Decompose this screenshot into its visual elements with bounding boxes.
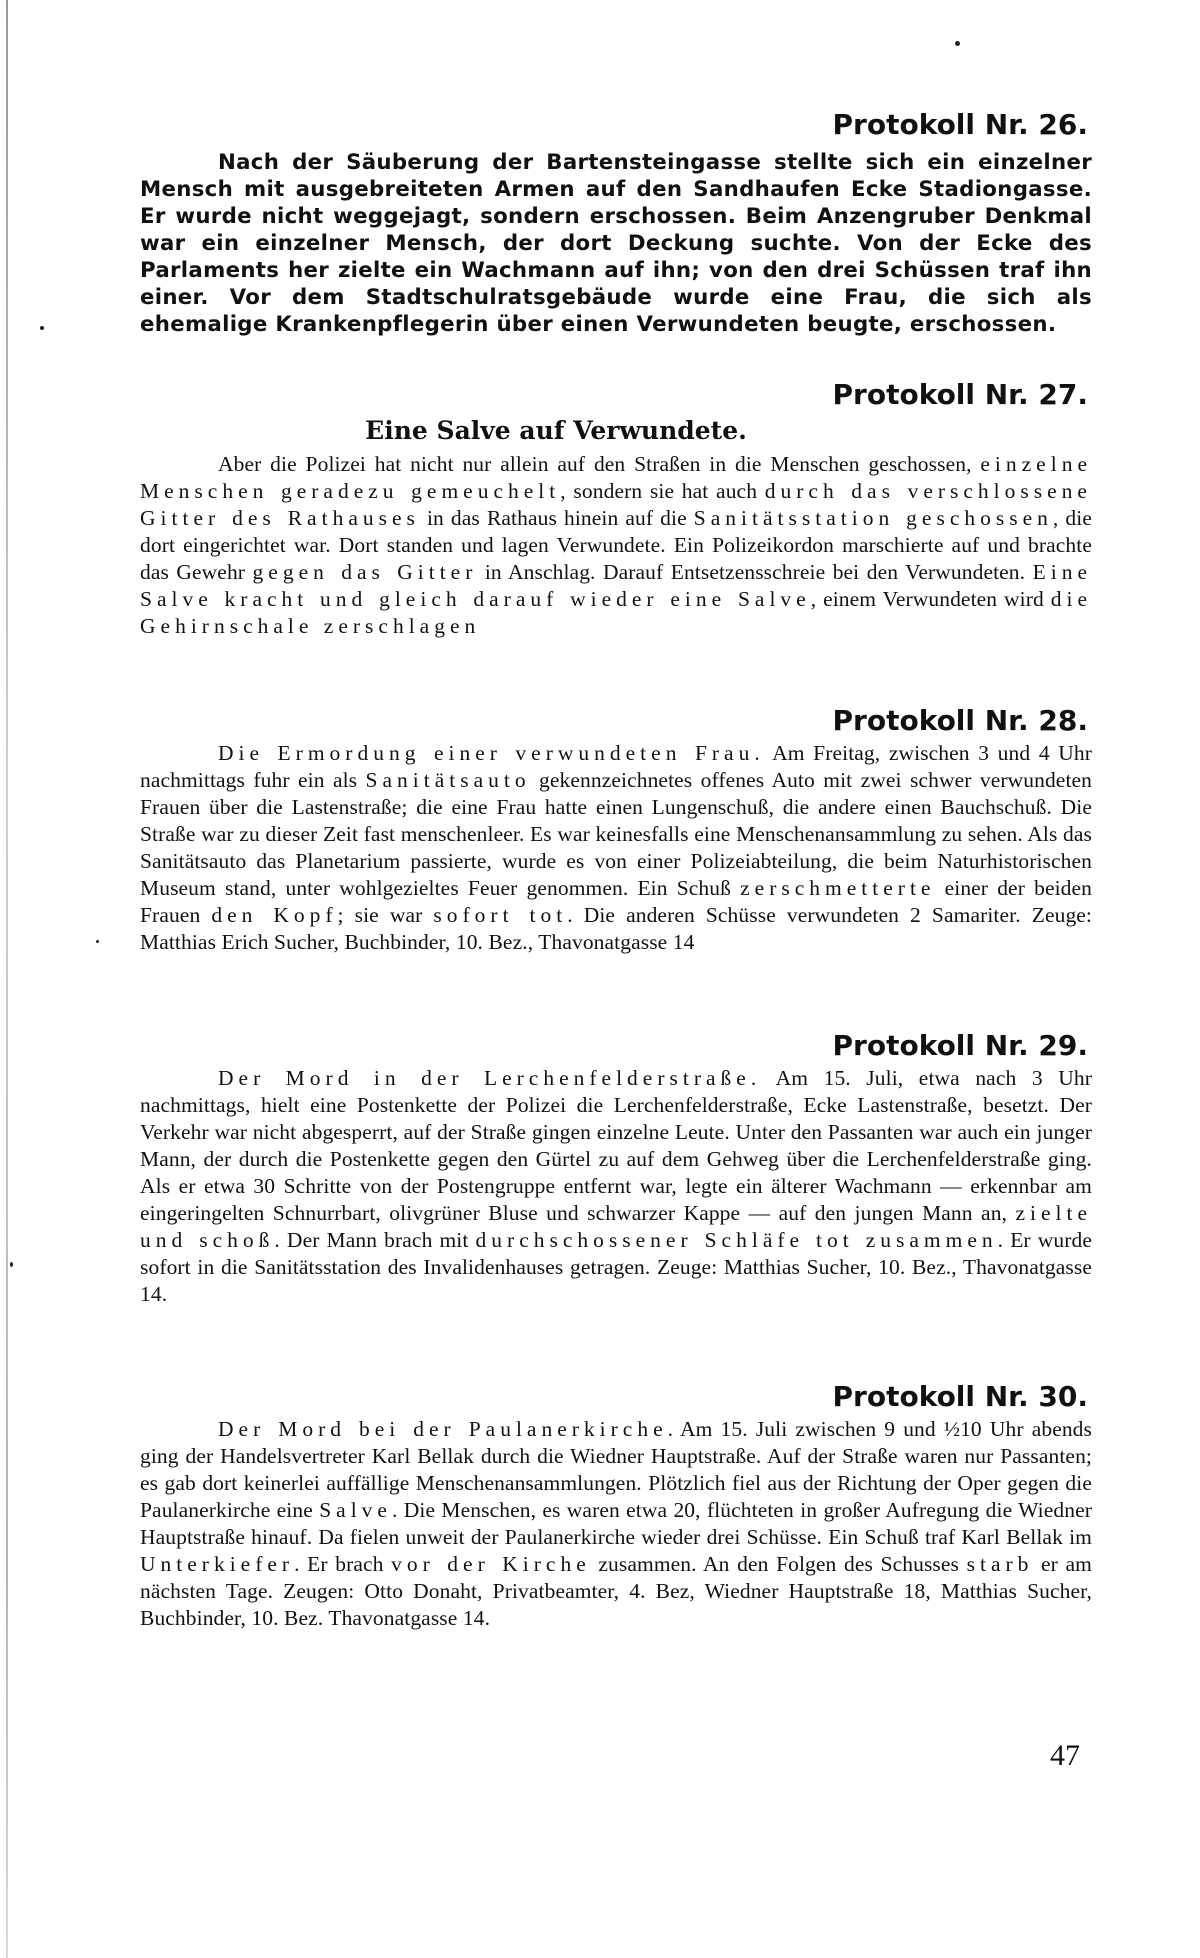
print-speck	[955, 41, 960, 46]
protocol-heading: Protokoll Nr. 29.	[832, 1029, 1088, 1062]
print-speck	[96, 940, 99, 943]
print-speck	[10, 1262, 13, 1267]
protocol-text: Der Mord bei der Paulanerkirche. Am 15. Juli zwischen 9 und ½10 Uhr abends ging der Handelsvertreter Karl Bellak durch die Wiedner Hauptstraße. Auf der Straße waren nur Passanten; es gab dort keinerlei auffällige Menschenansammlungen. Plötzlich fiel aus der Richtung der Oper gegen die Paulanerkirche eine Salve. Die Menschen, es waren etwa 20, flüchteten in großer Aufregung die Wiedner Hauptstraße hinauf. Da fielen unweit der Paulanerkirche wieder drei Schüsse. Ein Schuß traf Karl Bellak im Unterkiefer. Er brach vor der Kirche zusammen. An den Folgen des Schusses starb er am nächsten Tage. Zeugen: Otto Donaht, Privatbeamter, 4. Bez, Wiedner Hauptstraße 18, Matthias Sucher, Buchbinder, 10. Bez. Thavonatgasse 14.	[140, 1417, 1093, 1630]
protocol-text: Aber die Polizei hat nicht nur allein auf den Straßen in die Menschen geschossen, einzelne Menschen geradezu gemeuchelt, sondern sie hat auch durch das verschlossene Gitter des Rathauses in das Rathaus hinein auf die Sanitätsstation geschossen, die dort eingerichtet war. Dort standen und lagen Verwundete. Ein Polizeikordon marschierte auf und brachte das Gewehr gegen das Gitter in Anschlag. Darauf Entsetzensschreie bei den Verwundeten. Eine Salve kracht und gleich darauf wieder eine Salve, einem Verwundeten wird die Gehirnschale zerschlagen	[140, 452, 1092, 638]
protocol-text: Die Ermordung einer verwundeten Frau. Am Freitag, zwischen 3 und 4 Uhr nachmittags fuhr ein als Sanitätsauto gekennzeichnetes offenes Auto mit zwei schwer verwundeten Frauen über die Lastenstraße; die eine Frau hatte einen Lungenschuß, die andere einen Bauchschuß. Die Straße war zu dieser Zeit fast menschenleer. Es war keinesfalls eine Menschenansammlung zu sehen. Als das Sanitätsauto das Planetarium passierte, wurde es von einer Polizeiabteilung, die beim Naturhistorischen Museum stand, unter wohlgezieltes Feuer genommen. Ein Schuß zerschmetterte einer der beiden Frauen den Kopf; sie war sofort tot. Die anderen Schüsse verwundeten 2 Samariter. Zeuge: Matthias Erich Sucher, Buchbinder, 10. Bez., Thavonatgasse 14	[140, 741, 1093, 954]
protocol-29	[140, 1029, 1092, 1308]
print-speck	[40, 326, 44, 330]
protocol-28	[140, 704, 1092, 956]
protocol-30	[140, 1380, 1092, 1632]
protocol-heading: Protokoll Nr. 30.	[832, 1380, 1088, 1413]
page-edge	[6, 0, 8, 1958]
protocol-heading: Protokoll Nr. 26.	[832, 108, 1088, 141]
protocol-27	[140, 378, 1092, 640]
page-number: 47	[1050, 1739, 1080, 1772]
protocol-26	[140, 108, 1092, 338]
protocol-text: Der Mord in der Lerchenfelderstraße. Am 15. Juli, etwa nach 3 Uhr nachmittags, hielt eine Postenkette der Polizei die Lerchenfelderstraße, Ecke Lastenstraße, besetzt. Der Verkehr war nicht abgesperrt, auf der Straße gingen einzelne Leute. Unter den Passanten war auch ein junger Mann, der durch die Postenkette gegen den Gürtel zu auf dem Gehweg über die Lerchenfelderstraße ging. Als er etwa 30 Schritte von der Postengruppe entfernt war, legte ein älterer Wachmann — erkennbar am eingeringelten Schnurrbart, olivgrüner Bluse und schwarzer Kappe — auf den jungen Mann an, zielte und schoß. Der Mann brach mit durchschossener Schläfe tot zusammen. Er wurde sofort in die Sanitätsstation des Invalidenhauses getragen. Zeuge: Matthias Sucher, 10. Bez., Thavonatgasse 14.	[140, 1066, 1092, 1306]
protocol-heading: Protokoll Nr. 28.	[832, 704, 1088, 737]
protocol-heading: Protokoll Nr. 27.	[832, 378, 1088, 411]
protocol-subtitle: Eine Salve auf Verwundete.	[365, 416, 747, 445]
protocol-text: Nach der Säuberung der Bartensteingasse stellte sich ein einzelner Mensch mit ausgebreiteten Armen auf den Sandhaufen Ecke Stadiongasse. Er wurde nicht weggejagt, sondern erschossen. Beim Anzengruber Denkmal war ein einzelner Mensch, der dort Deckung suchte. Von der Ecke des Parlaments her zielte ein Wachmann auf ihn; von den drei Schüssen traf ihn einer. Vor dem Stadtschulratsgebäude wurde eine Frau, die sich als ehemalige Krankenpflegerin über einen Verwundeten beugte, erschossen.	[140, 150, 1092, 337]
